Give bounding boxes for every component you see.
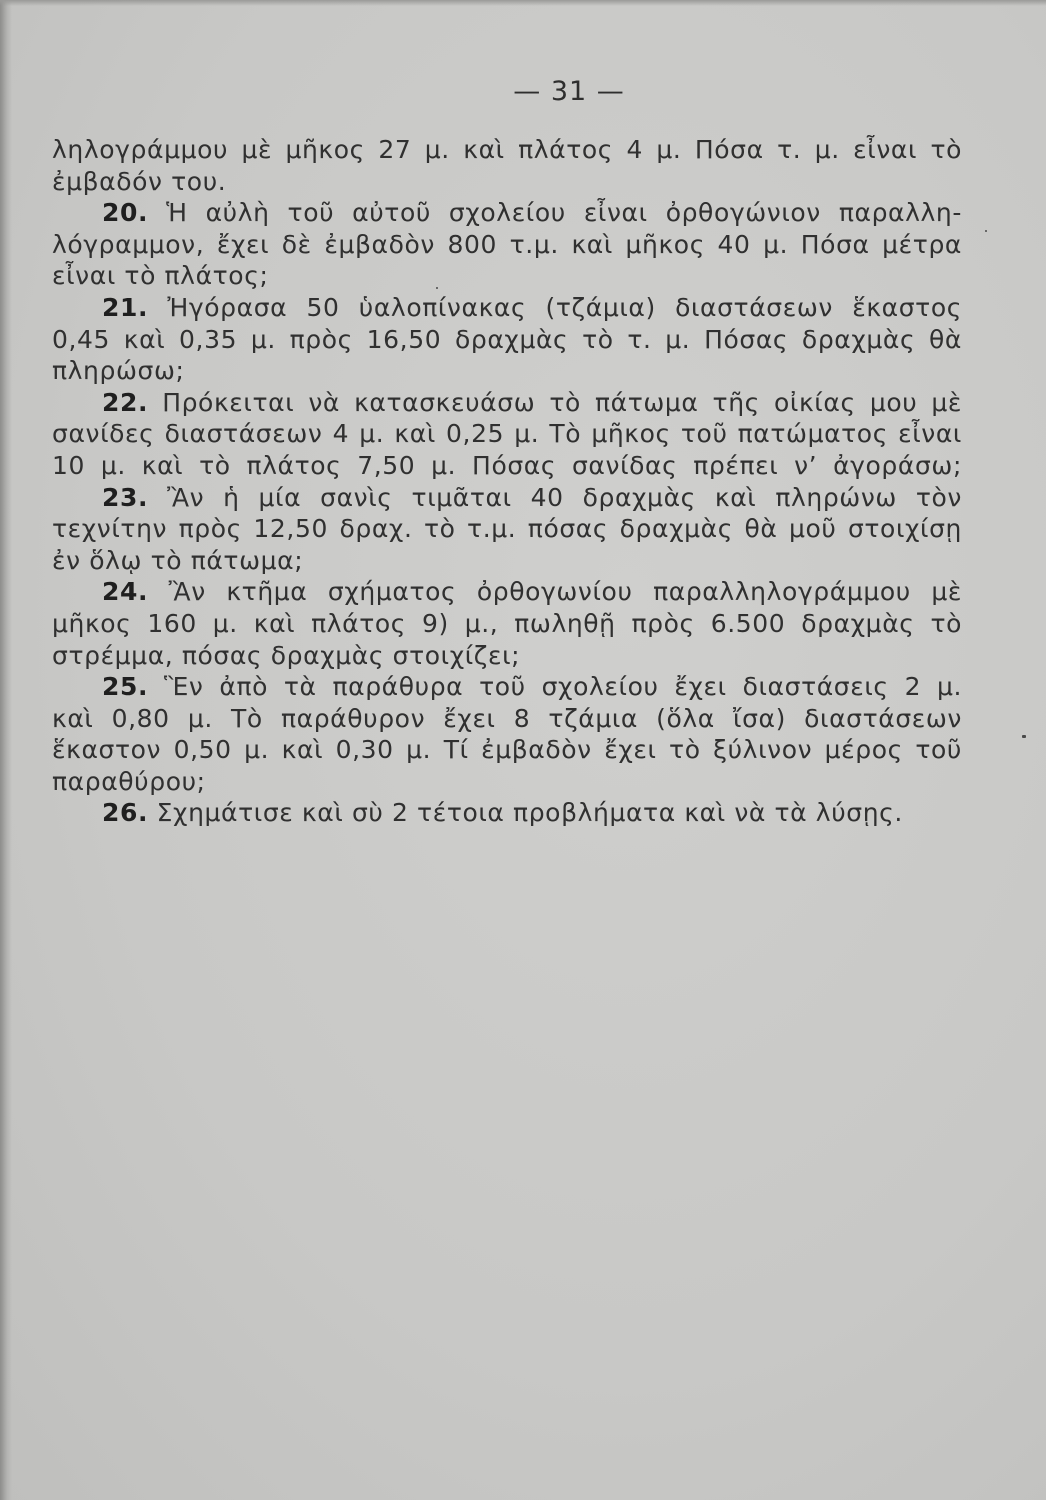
problem-number: 26. — [102, 798, 149, 828]
problem-22-first-line — [52, 387, 962, 419]
print-speck — [1022, 735, 1026, 738]
problem-23-first-line — [52, 482, 962, 514]
problem-23-line-3: ἐν ὅλῳ τὸ πάτωμα; — [52, 545, 304, 575]
problem-text: Πρόκειται νὰ κατασκευάσω τὸ πάτωμα τῆς οἰκίας μου μὲ — [162, 387, 962, 417]
exercise-text — [52, 134, 962, 829]
problem-text: Ἡ αὐλὴ τοῦ αὐτοῦ σχολείου εἶναι ὀρθογώνιον παραλλη- — [166, 198, 962, 228]
problem-text: Ἓν ἀπὸ τὰ παράθυρα τοῦ σχολείου ἔχει διαστάσεις 2 μ. — [163, 672, 962, 702]
problem-21-line-2: 0,45 καὶ 0,35 μ. πρὸς 16,50 δραχμὰς τὸ τ. μ. Πόσας δραχμὰς θὰ — [52, 324, 962, 354]
problem-25-line-2: καὶ 0,80 μ. Τὸ παράθυρον ἔχει 8 τζάμια (ὅλα ἴσα) διαστάσεων — [52, 703, 962, 733]
page-binding-shadow — [0, 0, 12, 1500]
print-speck — [985, 230, 987, 232]
problem-text: Ἠγόρασα 50 ὑαλοπίνακας (τζάμια) διαστάσεων ἕκαστος — [167, 292, 962, 322]
problem-number: 20. — [102, 198, 149, 228]
page-number-text: — 31 — — [513, 76, 625, 107]
problem-24-line-3: στρέμμα, πόσας δραχμὰς στοιχίζει; — [52, 640, 521, 670]
page-top-shadow — [0, 0, 1046, 6]
print-speck — [436, 287, 438, 289]
problem-20-line-3: εἶναι τὸ πλάτος; — [52, 261, 269, 291]
problem-21-line-3: πληρώσω; — [52, 356, 185, 386]
problem-text: Ἂν κτῆμα σχήματος ὀρθογωνίου παραλληλογράμμου μὲ — [168, 577, 962, 607]
problem-22-line-2: σανίδες διαστάσεων 4 μ. καὶ 0,25 μ. Τὸ μῆκος τοῦ πατώματος εἶναι — [52, 419, 962, 449]
problem-number: 22. — [102, 387, 149, 417]
problem-22-line-3: 10 μ. καὶ τὸ πλάτος 7,50 μ. Πόσας σανίδας πρέπει ν’ ἀγοράσω; — [52, 450, 962, 480]
continuation-line-1: ληλογράμμου μὲ μῆκος 27 μ. καὶ πλάτος 4 μ. Πόσα τ. μ. εἶναι τὸ — [52, 135, 962, 164]
continuation-line-2: ἐμβαδόν του. — [52, 166, 227, 196]
problem-24-first-line — [52, 576, 962, 608]
problem-number: 23. — [102, 482, 149, 512]
problem-text: Ἂν ἡ μία σανὶς τιμᾶται 40 δραχμὰς καὶ πληρώνω τὸν — [167, 482, 962, 512]
problem-text: Σχημάτισε καὶ σὺ 2 τέτοια προβλήματα καὶ νὰ τὰ λύσῃς. — [156, 798, 903, 828]
problem-23-line-2: τεχνίτην πρὸς 12,50 δραχ. τὸ τ.μ. πόσας δραχμὰς θὰ μοῦ στοιχίσῃ — [52, 514, 962, 544]
page-number — [0, 76, 1046, 107]
problem-20-first-line — [52, 197, 962, 229]
problem-24-line-2: μῆκος 160 μ. καὶ πλάτος 9) μ., πωληθῇ πρὸς 6.500 δραχμὰς τὸ — [52, 608, 962, 638]
problem-25-first-line — [52, 671, 962, 703]
problem-25-line-3: ἕκαστον 0,50 μ. καὶ 0,30 μ. Τί ἐμβαδὸν ἔχει τὸ ξύλινον μέρος τοῦ — [52, 735, 962, 765]
problem-number: 21. — [102, 292, 149, 322]
problem-26-first-line — [52, 797, 962, 829]
problem-number: 25. — [102, 672, 149, 702]
problem-25-line-4: παραθύρου; — [52, 766, 206, 796]
problem-number: 24. — [102, 577, 149, 607]
problem-21-first-line — [52, 292, 962, 324]
problem-20-line-2: λόγραμμον, ἔχει δὲ ἐμβαδὸν 800 τ.μ. καὶ μῆκος 40 μ. Πόσα μέτρα — [52, 229, 962, 259]
